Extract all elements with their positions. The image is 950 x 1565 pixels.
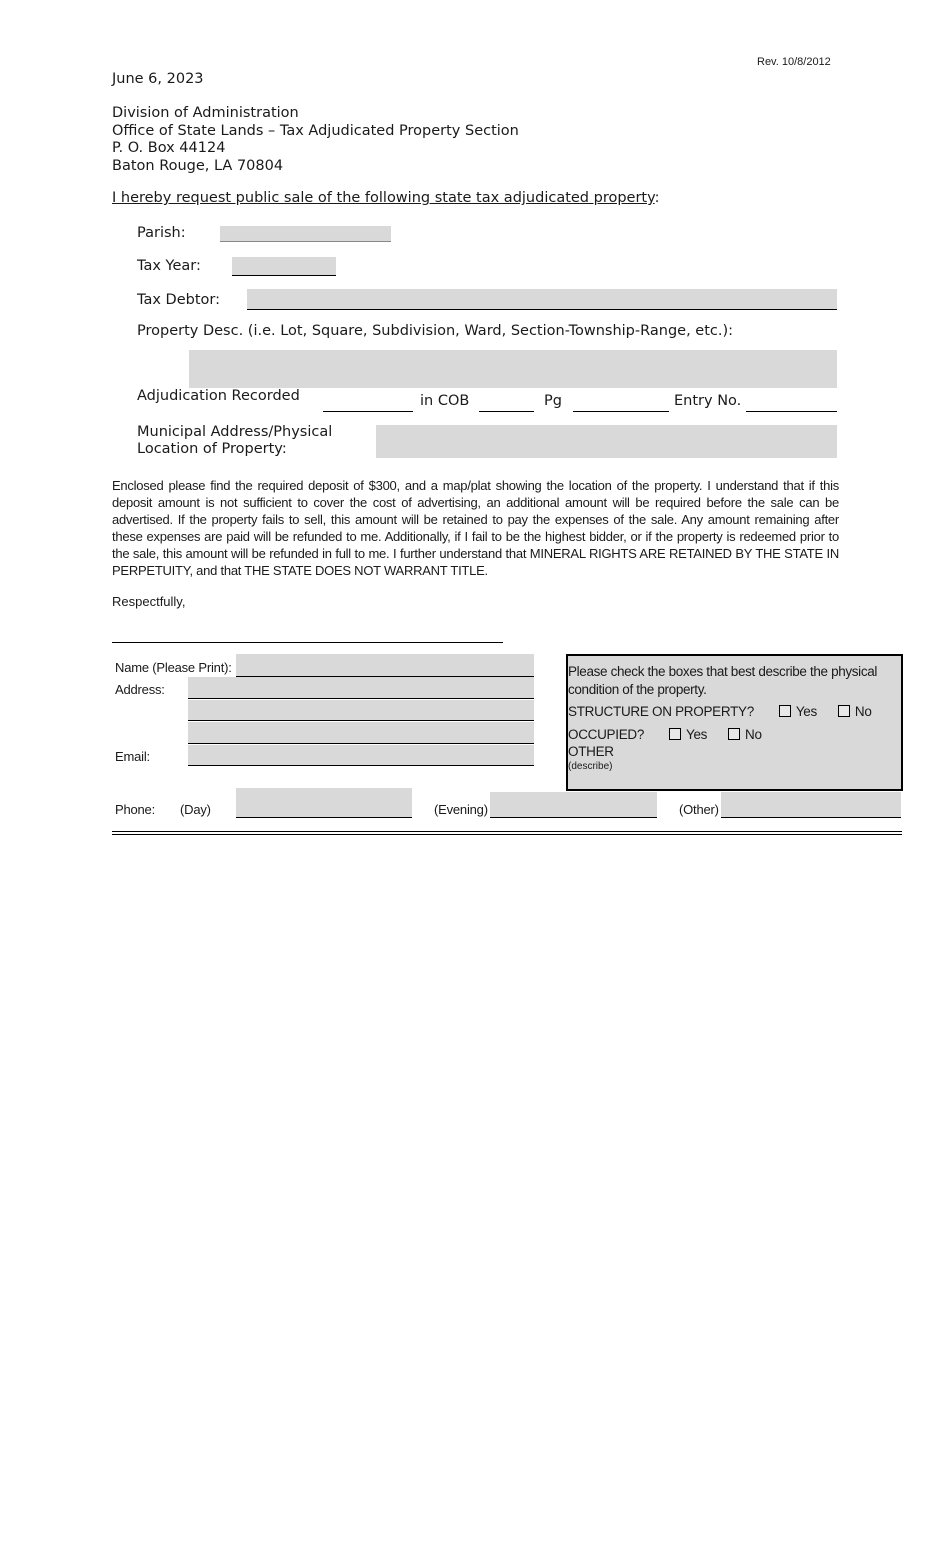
structure-yes-label: Yes bbox=[795, 704, 817, 719]
tax-year-input[interactable] bbox=[232, 257, 336, 276]
address-input-line3[interactable] bbox=[188, 722, 534, 744]
condition-instruction: Please check the boxes that best describe the physical condition of the property. bbox=[568, 664, 878, 697]
address-line: Division of Administration bbox=[112, 105, 299, 121]
letter-date: June 6, 2023 bbox=[112, 71, 204, 87]
parish-label: Parish: bbox=[137, 225, 186, 241]
structure-label: STRUCTURE ON PROPERTY? bbox=[568, 704, 754, 719]
phone-day-input[interactable] bbox=[236, 788, 412, 818]
request-colon: : bbox=[654, 190, 660, 206]
parish-input[interactable] bbox=[220, 226, 391, 242]
closing-text: Respectfully, bbox=[112, 594, 186, 609]
structure-no-label: No bbox=[854, 704, 872, 719]
municipal-address-input[interactable] bbox=[376, 425, 837, 458]
entry-no-label: Entry No. bbox=[674, 393, 742, 409]
occupied-label: OCCUPIED? bbox=[568, 727, 645, 742]
pg-label: Pg bbox=[544, 393, 562, 409]
describe-label: (describe) bbox=[568, 761, 613, 772]
tax-debtor-input[interactable] bbox=[247, 289, 837, 310]
phone-day-label: (Day) bbox=[180, 802, 211, 817]
property-desc-label: Property Desc. (i.e. Lot, Square, Subdivision, Ward, Section-Township-Range, etc.): bbox=[137, 323, 734, 339]
phone-other-label: (Other) bbox=[679, 802, 719, 817]
deposit-terms-paragraph: Enclosed please find the required deposit of $300, and a map/plat showing the location of the property. I understand that if this deposit amount is not sufficient to cover the cost of advertising, an additional amount will be required before the sale can be advertised. If the property fails to sell, this amount will be retained to pay the expenses of the sale. Any amount remaining after these expenses are paid will be refunded to me. Additionally, if I fail to be the highest bidder, or if the property is redeemed prior to the sale, this amount will be refunded in full to me. I further understand that MINERAL RIGHTS ARE RETAINED BY THE STATE IN PERPETUITY, and that THE STATE DOES NOT WARRANT TITLE. bbox=[112, 478, 839, 578]
structure-row bbox=[568, 704, 872, 719]
email-input[interactable] bbox=[188, 745, 534, 766]
structure-yes-checkbox[interactable] bbox=[779, 705, 791, 717]
request-text: I hereby request public sale of the following state tax adjudicated property bbox=[112, 190, 655, 206]
entry-no-input[interactable] bbox=[746, 395, 837, 412]
address-label: Address: bbox=[115, 682, 165, 697]
phone-evening-input[interactable] bbox=[490, 792, 657, 818]
request-statement bbox=[112, 190, 660, 206]
revision-date: Rev. 10/8/2012 bbox=[757, 56, 831, 68]
name-label: Name (Please Print): bbox=[115, 660, 232, 675]
municipal-label-line2: Location of Property: bbox=[137, 441, 287, 457]
address-input-line1[interactable] bbox=[188, 677, 534, 699]
property-desc-input[interactable] bbox=[189, 350, 837, 388]
structure-no-checkbox[interactable] bbox=[838, 705, 850, 717]
cob-label: in COB bbox=[420, 393, 470, 409]
address-input-line2[interactable] bbox=[188, 700, 534, 721]
phone-label: Phone: bbox=[115, 802, 156, 817]
phone-other-input[interactable] bbox=[721, 792, 901, 818]
municipal-address-label bbox=[137, 424, 332, 458]
address-line: Office of State Lands – Tax Adjudicated Property Section bbox=[112, 122, 519, 139]
email-label: Email: bbox=[115, 749, 150, 764]
tax-debtor-label: Tax Debtor: bbox=[137, 292, 220, 308]
occupied-row bbox=[568, 727, 762, 742]
occupied-no-label: No bbox=[745, 727, 762, 742]
tax-year-label: Tax Year: bbox=[137, 258, 201, 274]
occupied-yes-label: Yes bbox=[685, 727, 708, 742]
address-line: P. O. Box 44124 bbox=[112, 140, 226, 156]
recipient-address bbox=[112, 105, 519, 175]
occupied-no-checkbox[interactable] bbox=[728, 728, 740, 740]
other-label: OTHER bbox=[568, 744, 614, 759]
bottom-double-rule bbox=[112, 831, 902, 835]
cob-input[interactable] bbox=[479, 395, 534, 412]
pg-input[interactable] bbox=[573, 395, 669, 412]
occupied-yes-checkbox[interactable] bbox=[669, 728, 681, 740]
adjudication-date-input[interactable] bbox=[323, 395, 413, 412]
address-line: Baton Rouge, LA 70804 bbox=[112, 157, 284, 174]
name-input[interactable] bbox=[236, 654, 534, 677]
signature-line[interactable] bbox=[112, 642, 503, 643]
municipal-label-line1: Municipal Address/Physical bbox=[137, 424, 333, 440]
phone-evening-label: (Evening) bbox=[434, 802, 488, 817]
adjudication-label: Adjudication Recorded bbox=[137, 388, 300, 404]
